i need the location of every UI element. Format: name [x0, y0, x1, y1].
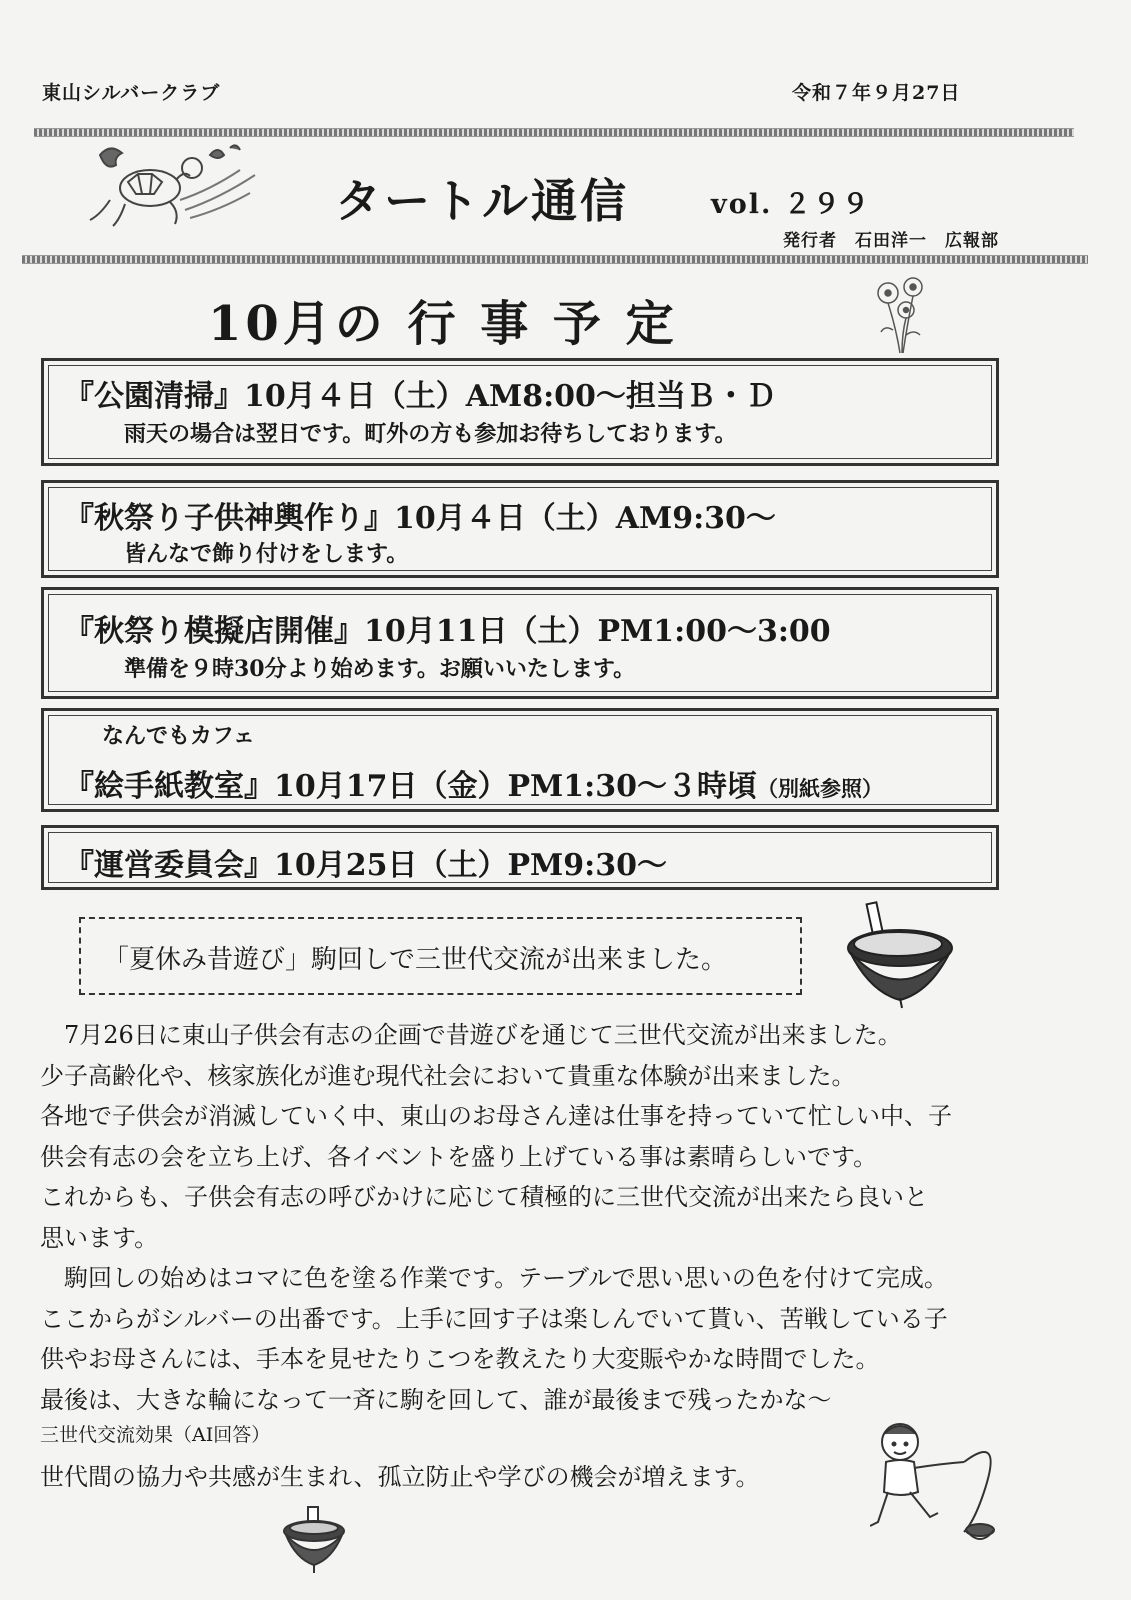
volume-number: vol. ２９９ — [711, 189, 871, 220]
article-paragraph: 思います。 — [40, 1223, 159, 1252]
article-headline-box — [79, 917, 802, 995]
event-subtitle: なんでもカフェ — [102, 723, 255, 749]
event-park-cleaning — [41, 358, 999, 466]
event-mikoshi-making — [41, 480, 999, 578]
event-title: 『秋祭り模擬店開催』10月11日（土）PM1:00～3:00 — [64, 614, 831, 649]
event-title: 『公園清掃』10月４日（土）AM8:00～担当Ｂ・Ｄ — [64, 379, 776, 414]
club-name: 東山シルバークラブ — [42, 82, 221, 104]
ai-answer-text: 世代間の協力や共感が生まれ、孤立防止や学びの機会が増えます。 — [40, 1463, 760, 1491]
event-festival-stalls — [41, 587, 999, 699]
spinning-top-illustration — [840, 900, 970, 1010]
article-paragraph: 各地で子供会が消滅していく中、東山のお母さん達は仕事を持っていて忙しい中、子 — [40, 1102, 952, 1130]
child-spinning-top-illustration — [870, 1420, 1020, 1550]
event-steering-committee — [41, 825, 999, 890]
event-title: 『運営委員会』10月25日（土）PM9:30～ — [64, 848, 667, 883]
event-note: 雨天の場合は翌日です。町外の方も参加お待ちしております。 — [124, 421, 737, 447]
small-spinning-top-illustration — [280, 1505, 350, 1575]
article-paragraph: 供やお母さんには、手本を見せたりこつを教えたり大変賑やかな時間でした。 — [40, 1345, 880, 1373]
newsletter-title: タートル通信 — [335, 174, 629, 228]
header-bottom-divider — [22, 255, 1088, 264]
turtle-illustration — [80, 140, 260, 235]
article-paragraph: 少子高齢化や、核家族化が進む現代社会において貴重な体験が出来ました。 — [40, 1061, 856, 1090]
article-body — [40, 1015, 1040, 1420]
article-paragraph: これからも、子供会有志の呼びかけに応じて積極的に三世代交流が出来たら良いと — [40, 1183, 928, 1211]
article-headline: 「夏休み昔遊び」駒回しで三世代交流が出来ました。 — [103, 945, 728, 975]
article-paragraph: 供会有志の会を立ち上げ、各イベントを盛り上げている事は素晴らしいです。 — [40, 1142, 878, 1171]
issue-date: 令和７年９月27日 — [792, 82, 961, 104]
top-divider — [34, 128, 1074, 137]
cosmos-flower-illustration — [868, 275, 938, 355]
schedule-heading: 10月の 行 事 予 定 — [208, 296, 678, 352]
publisher-line: 発行者 石田洋一 広報部 — [783, 231, 999, 251]
article-paragraph: 駒回しの始めはコマに色を塗る作業です。テーブルで思い思いの色を付けて完成。 — [40, 1264, 948, 1292]
ai-answer-label: 三世代交流効果（AI回答） — [40, 1424, 271, 1446]
event-title: 『秋祭り子供神輿作り』10月４日（土）AM9:30～ — [64, 501, 776, 536]
article-paragraph: 7月26日に東山子供会有志の企画で昔遊びを通じて三世代交流が出来ました。 — [40, 1021, 902, 1049]
event-note: 準備を９時30分より始めます。お願いいたします。 — [124, 656, 636, 682]
article-paragraph: 最後は、大きな輪になって一斉に駒を回して、誰が最後まで残ったかな～ — [40, 1385, 832, 1414]
event-note: 皆んなで飾り付けをします。 — [124, 541, 409, 567]
article-paragraph: ここからがシルバーの出番です。上手に回す子は楽しんでいて貰い、苦戦している子 — [40, 1304, 948, 1333]
event-picture-letter-class — [41, 708, 999, 812]
event-title: 『絵手紙教室』10月17日（金）PM1:30～３時頃（別紙参照） — [64, 769, 883, 804]
